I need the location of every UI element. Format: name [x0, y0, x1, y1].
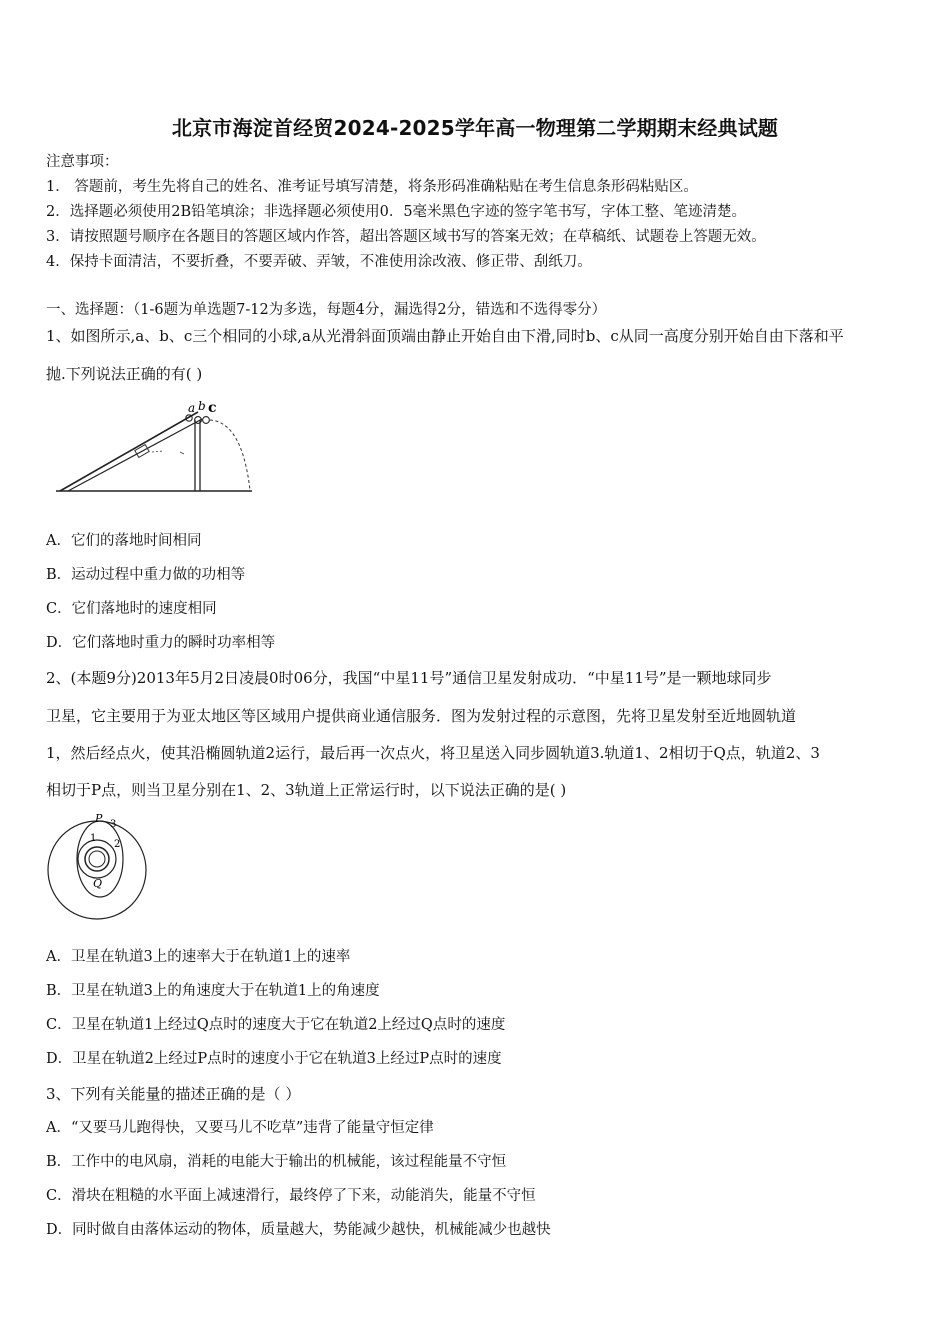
- label-p: P: [95, 812, 103, 825]
- label-b: b: [198, 399, 206, 413]
- question-text: 1、如图所示,a、b、c三个相同的小球,a从光滑斜面顶端由静止开始自由下滑,同时b、c从同一高度分别开始自由下落和平: [46, 327, 844, 345]
- question-text: 抛.下列说法正确的有( ): [46, 365, 203, 383]
- option-d: D．卫星在轨道2上经过P点时的速度小于它在轨道3上经过P点时的速度: [46, 1051, 502, 1067]
- incline-figure: [52, 396, 262, 498]
- orbit-figure: [44, 812, 156, 922]
- option-a: A．“又要马儿跑得快，又要马儿不吃草”违背了能量守恒定律: [46, 1120, 434, 1136]
- question-text: 相切于P点，则当卫星分别在1、2、3轨道上正常运行时，以下说法正确的是( ): [46, 781, 567, 799]
- incline-underside: [68, 419, 202, 491]
- label-orbit-2: 2: [114, 839, 121, 850]
- option-c: C．卫星在轨道1上经过Q点时的速度大于它在轨道2上经过Q点时的速度: [46, 1017, 506, 1033]
- label-orbit-3: 3: [110, 819, 117, 830]
- option-b: B．运动过程中重力做的功相等: [46, 567, 246, 583]
- option-d: D．它们落地时重力的瞬时功率相等: [46, 635, 276, 651]
- option-c: C．滑块在粗糙的水平面上减速滑行，最终停了下来，动能消失，能量不守恒: [46, 1188, 536, 1204]
- notice-item: 3．请按照题号顺序在各题目的答题区域内作答，超出答题区域书写的答案无效；在草稿纸、试题卷上答题无效。: [46, 229, 766, 245]
- label-q: Q: [93, 877, 103, 890]
- dashed-mark: [152, 451, 164, 452]
- question-text: 3、下列有关能量的描述正确的是（ ）: [46, 1085, 301, 1103]
- notice-heading: 注意事项：: [46, 154, 119, 170]
- question-text: 1，然后经点火，使其沿椭圆轨道2运行，最后再一次点火，将卫星送入同步圆轨道3.轨道1、2相切于Q点，轨道2、3: [46, 744, 820, 762]
- option-a: A．它们的落地时间相同: [46, 533, 202, 549]
- section-heading: 一、选择题：（1-6题为单选题7-12为多选，每题4分，漏选得2分，错选和不选得零分）: [46, 302, 607, 318]
- ball-c: [203, 417, 210, 424]
- orbit-1-near-earth: [78, 840, 116, 878]
- option-a: A．卫星在轨道3上的速率大于在轨道1上的速率: [46, 949, 351, 965]
- option-b: B．工作中的电风扇，消耗的电能大于输出的机械能，该过程能量不守恒: [46, 1154, 507, 1170]
- dashed-mark: [180, 452, 184, 454]
- orbit-3-synchronous: [48, 821, 146, 919]
- notice-item: 4．保持卡面清洁，不要折叠，不要弄破、弄皱，不准使用涂改液、修正带、刮纸刀。: [46, 254, 592, 270]
- label-c: c: [208, 400, 217, 416]
- option-c: C．它们落地时的速度相同: [46, 601, 217, 617]
- notice-item: 2．选择题必须使用2B铅笔填涂；非选择题必须使用0．5毫米黑色字迹的签字笔书写，字体工整、笔迹清楚。: [46, 204, 747, 220]
- label-a: a: [188, 401, 196, 415]
- question-text: 卫星，它主要用于为亚太地区等区域用户提供商业通信服务．图为发射过程的示意图，先将卫星发射至近地圆轨道: [46, 707, 797, 725]
- notice-item: 1． 答题前，考生先将自己的姓名、准考证号填写清楚，将条形码准确粘贴在考生信息条形码粘贴区。: [46, 179, 698, 195]
- option-d: D．同时做自由落体运动的物体，质量越大，势能减少越快，机械能减少也越快: [46, 1222, 551, 1238]
- page-title: 北京市海淀首经贸2024-2025学年高一物理第二学期期末经典试题: [171, 116, 779, 140]
- incline-surface: [60, 412, 198, 491]
- projectile-path: [210, 420, 250, 490]
- option-b: B．卫星在轨道3上的角速度大于在轨道1上的角速度: [46, 983, 380, 999]
- earth-inner: [89, 851, 105, 867]
- question-text: 2、(本题9分)2013年5月2日凌晨0时06分，我国“中星11号”通信卫星发射成功．“中星11号”是一颗地球同步: [46, 669, 772, 687]
- label-orbit-1: 1: [90, 833, 97, 844]
